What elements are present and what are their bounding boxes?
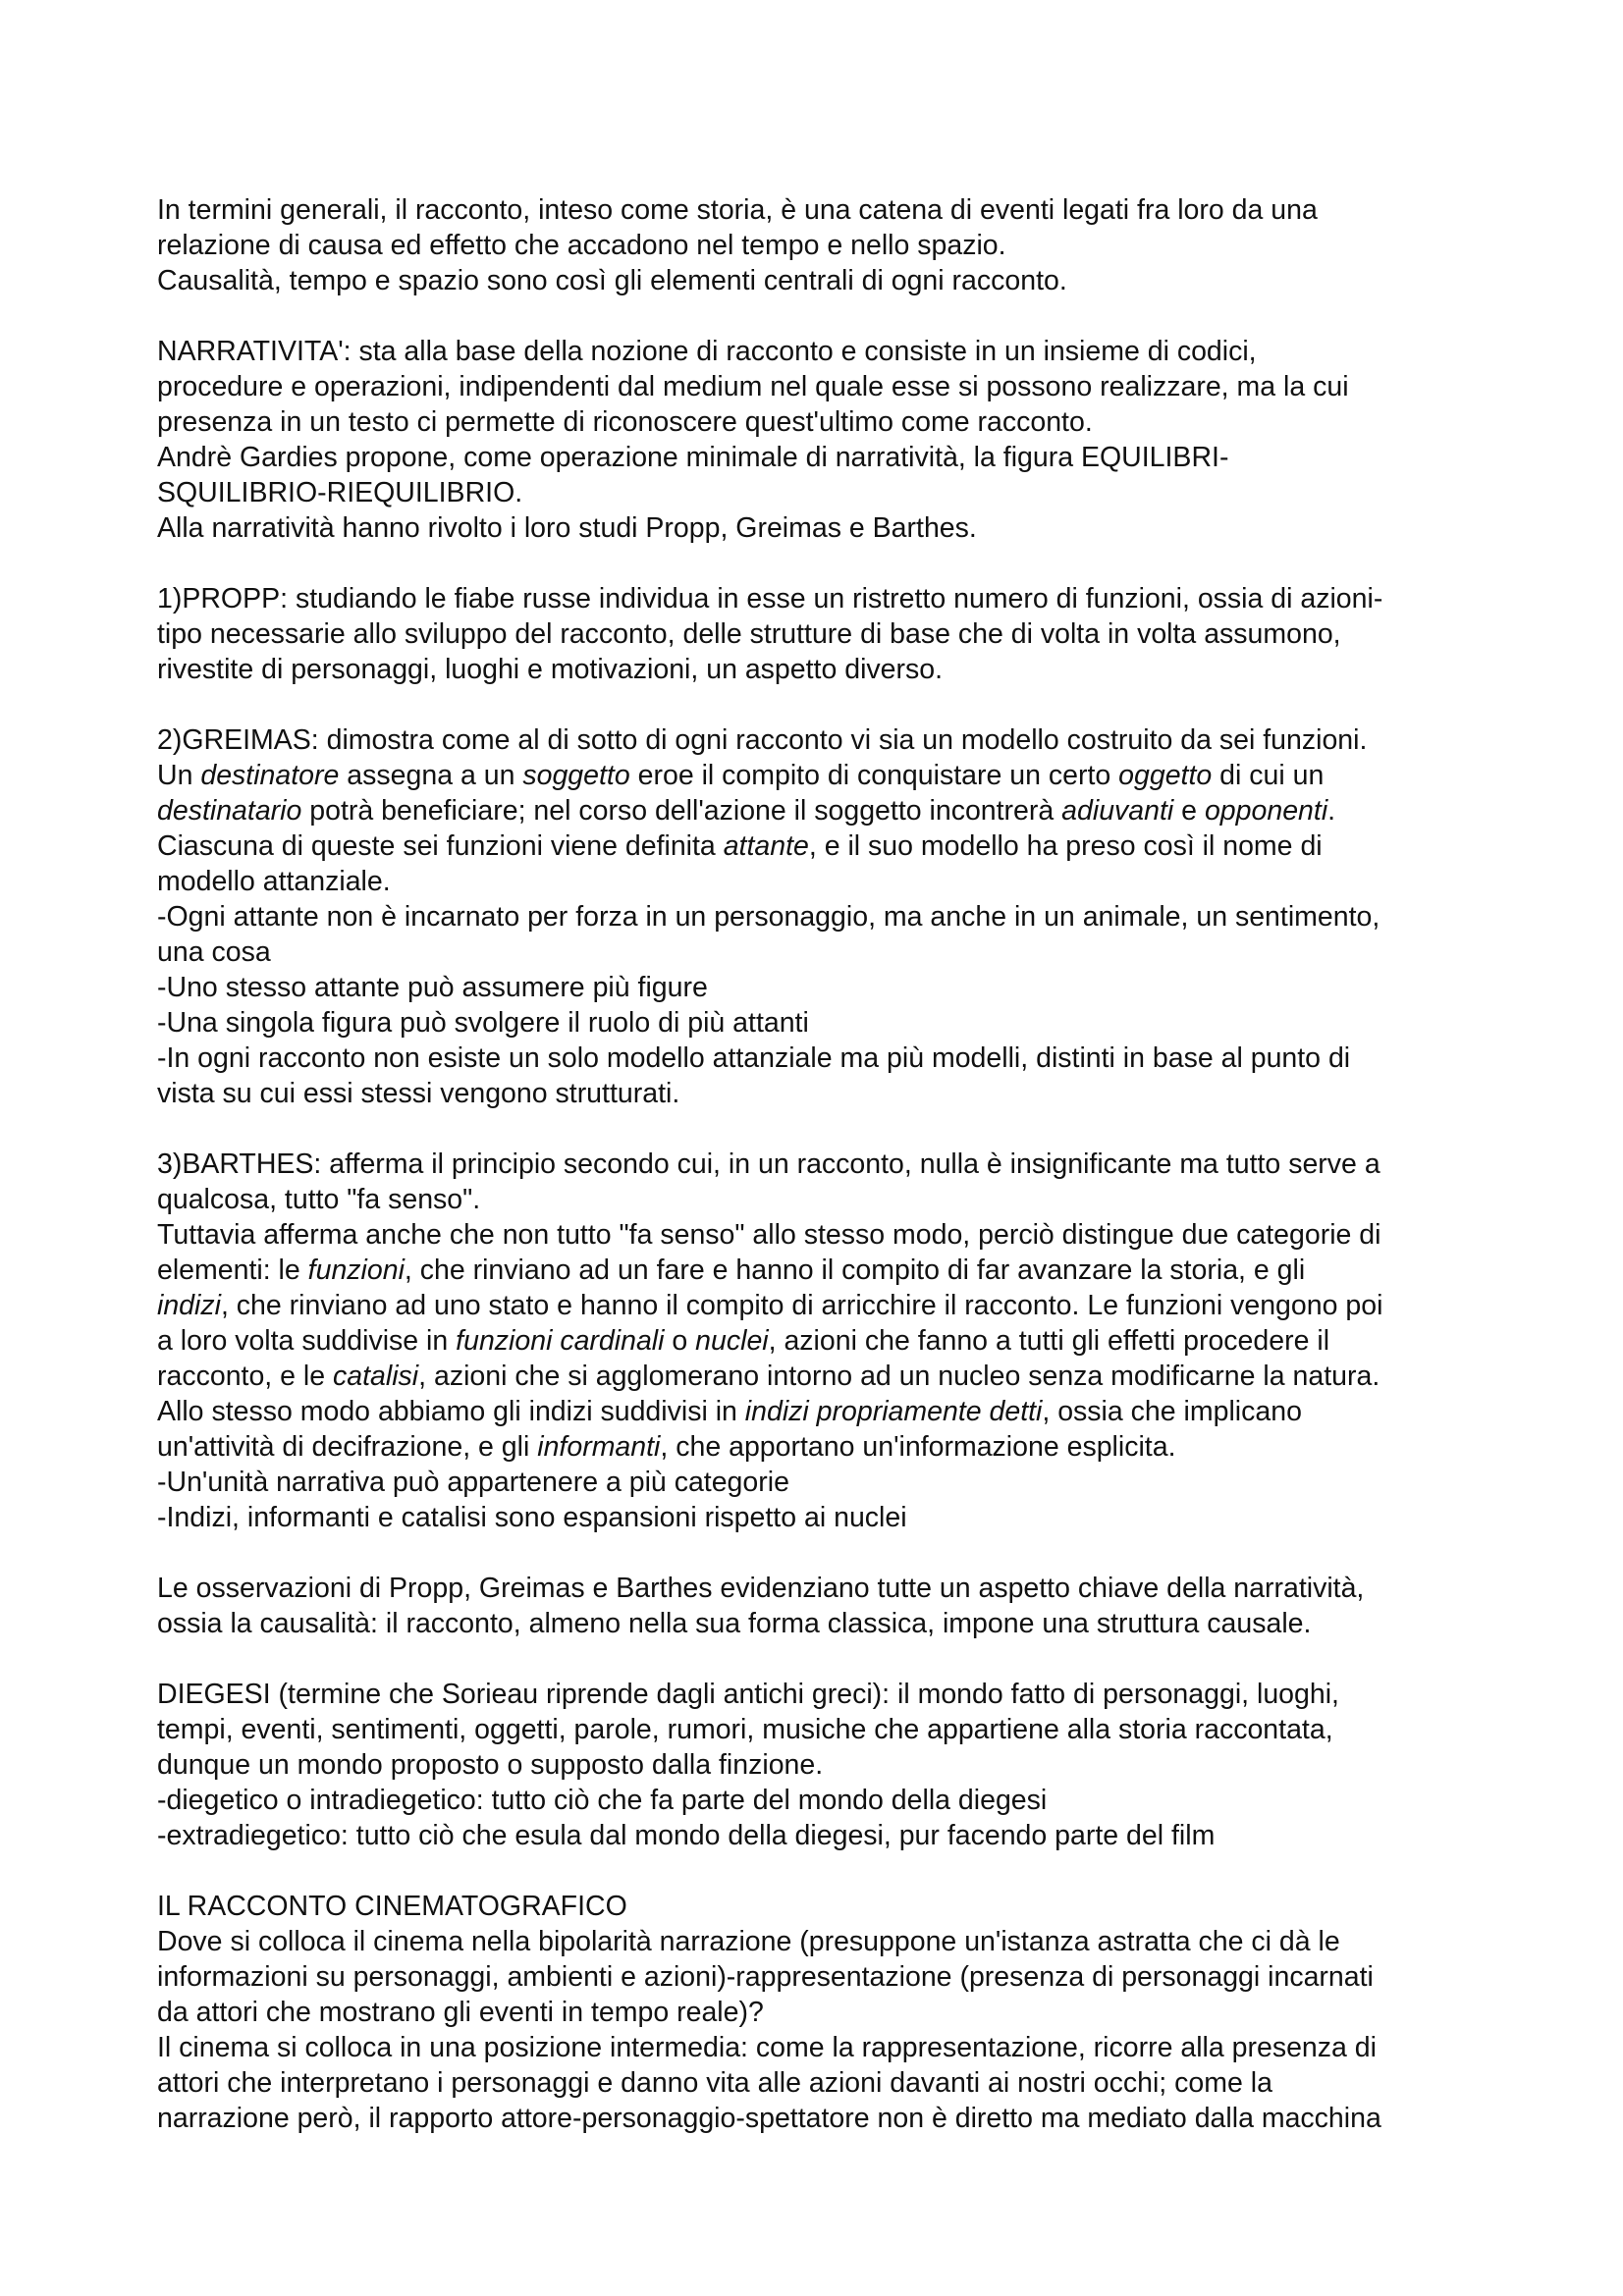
text-line (157, 1394, 1492, 1429)
text-run: informazioni su personaggi, ambienti e azioni)-rappresentazione (presenza di personaggi incarnati (157, 1961, 1374, 1993)
paragraph (157, 1889, 1492, 2136)
text-run: Dove si colloca il cinema nella bipolarità narrazione (presuppone un'istanza astratta che ci dà le (157, 1926, 1340, 1957)
text-run: , azioni che si agglomerano intorno ad un nucleo senza modificarne la natura. (418, 1361, 1380, 1392)
text-line (157, 192, 1492, 228)
paragraph (157, 581, 1492, 687)
paragraph (157, 1147, 1492, 1535)
text-line (157, 1995, 1492, 2030)
text-line (157, 1747, 1492, 1783)
text-line (157, 1889, 1492, 1924)
text-run: tempi, eventi, sentimenti, oggetti, parole, rumori, musiche che appartiene alla storia raccontata, (157, 1714, 1333, 1745)
text-line (157, 1712, 1492, 1747)
text-run: -In ogni racconto non esiste un solo modello attanziale ma più modelli, distinti in base al punto di (157, 1042, 1351, 1074)
text-run: tipo necessarie allo sviluppo del racconto, delle strutture di base che di volta in volta assumono, (157, 618, 1341, 650)
text-line (157, 828, 1492, 864)
text-line (157, 793, 1492, 828)
text-run: ossia la causalità: il racconto, almeno nella sua forma classica, impone una struttura causale. (157, 1608, 1312, 1639)
text-run: modello attanziale. (157, 866, 391, 897)
italic-term: opponenti (1204, 795, 1328, 827)
text-line (157, 1429, 1492, 1465)
paragraph (157, 1677, 1492, 1853)
text-line (157, 1323, 1492, 1359)
text-line (157, 758, 1492, 793)
text-run: -diegetico o intradiegetico: tutto ciò che fa parte del mondo della diegesi (157, 1785, 1048, 1816)
text-run: Il cinema si colloca in una posizione intermedia: come la rappresentazione, ricorre alla presenza di (157, 2032, 1377, 2063)
text-line (157, 652, 1492, 687)
text-line (157, 440, 1492, 475)
text-line (157, 510, 1492, 546)
text-run: , che rinviano ad un fare e hanno il compito di far avanzare la storia, e gli (404, 1255, 1306, 1286)
text-run: rivestite di personaggi, luoghi e motivazioni, un aspetto diverso. (157, 654, 944, 685)
text-run: procedure e operazioni, indipendenti dal medium nel quale esse si possono realizzare, ma la cui (157, 371, 1349, 402)
text-run: relazione di causa ed effetto che accadono nel tempo e nello spazio. (157, 230, 1006, 261)
text-run: potrà beneficiare; nel corso dell'azione il soggetto incontrerà (301, 795, 1062, 827)
text-run: presenza in un testo ci permette di riconoscere quest'ultimo come racconto. (157, 406, 1093, 438)
paragraph (157, 1571, 1492, 1641)
text-line (157, 616, 1492, 652)
text-line (157, 1041, 1492, 1076)
text-run: SQUILIBRIO-RIEQUILIBRIO. (157, 477, 523, 508)
text-run: Un (157, 760, 201, 791)
text-run: Alla narratività hanno rivolto i loro studi Propp, Greimas e Barthes. (157, 512, 977, 544)
text-line (157, 2030, 1492, 2065)
italic-term: adiuvanti (1061, 795, 1174, 827)
text-line (157, 1783, 1492, 1818)
text-line (157, 1182, 1492, 1217)
italic-term: funzioni cardinali (456, 1325, 665, 1357)
text-run: vista su cui essi stessi vengono strutturati. (157, 1078, 680, 1109)
text-run: . (1327, 795, 1336, 827)
paragraph (157, 722, 1492, 1111)
text-run: 1)PROPP: studiando le fiabe russe individua in esse un ristretto numero di funzioni, ossia di azioni- (157, 583, 1383, 614)
text-run: , azioni che fanno a tutti gli effetti procedere il (768, 1325, 1330, 1357)
text-run: dunque un mondo proposto o supposto dalla finzione. (157, 1749, 824, 1781)
text-run: narrazione però, il rapporto attore-personaggio-spettatore non è diretto ma mediato dalla macchina (157, 2103, 1381, 2134)
text-run: -Indizi, informanti e catalisi sono espansioni rispetto ai nuclei (157, 1502, 907, 1533)
italic-term: catalisi (333, 1361, 419, 1392)
text-line (157, 1253, 1492, 1288)
text-line (157, 899, 1492, 934)
text-line (157, 1959, 1492, 1995)
text-run: Causalità, tempo e spazio sono così gli elementi centrali di ogni racconto. (157, 265, 1067, 296)
text-line (157, 2065, 1492, 2101)
text-run: Andrè Gardies propone, come operazione minimale di narratività, la figura EQUILIBRI- (157, 442, 1229, 473)
text-line (157, 1500, 1492, 1535)
document-page (157, 192, 1492, 2136)
italic-term: attante (723, 830, 809, 862)
italic-term: destinatario (157, 795, 302, 827)
text-line (157, 1288, 1492, 1323)
text-run: -Una singola figura può svolgere il ruolo di più attanti (157, 1007, 809, 1039)
text-run: Le osservazioni di Propp, Greimas e Barthes evidenziano tutte un aspetto chiave della narratività, (157, 1573, 1365, 1604)
text-line (157, 369, 1492, 404)
text-run: un'attività di decifrazione, e gli (157, 1431, 538, 1463)
text-line (157, 1076, 1492, 1111)
italic-term: funzioni (307, 1255, 405, 1286)
text-run: , e il suo modello ha preso così il nome di (808, 830, 1323, 862)
italic-term: oggetto (1118, 760, 1213, 791)
text-run: attori che interpretano i personaggi e danno vita alle azioni davanti ai nostri occhi; come la (157, 2067, 1272, 2099)
text-line (157, 1359, 1492, 1394)
text-line (157, 263, 1492, 298)
paragraph (157, 192, 1492, 298)
text-run: -Uno stesso attante può assumere più figure (157, 972, 708, 1003)
text-run: -Un'unità narrativa può appartenere a più categorie (157, 1467, 789, 1498)
text-line (157, 1818, 1492, 1853)
text-run: o (664, 1325, 696, 1357)
text-line (157, 2101, 1492, 2136)
text-run: NARRATIVITA': sta alla base della nozione di racconto e consiste in un insieme di codici, (157, 336, 1257, 367)
text-line (157, 722, 1492, 758)
text-run: 2)GREIMAS: dimostra come al di sotto di ogni racconto vi sia un modello costruito da sei funzioni. (157, 724, 1368, 756)
text-run: eroe il compito di conquistare un certo (629, 760, 1119, 791)
text-run: Ciascuna di queste sei funzioni viene definita (157, 830, 724, 862)
text-run: , ossia che implicano (1042, 1396, 1302, 1427)
text-line (157, 1005, 1492, 1041)
text-line (157, 970, 1492, 1005)
text-line (157, 1924, 1492, 1959)
text-line (157, 1677, 1492, 1712)
text-run: assegna a un (339, 760, 523, 791)
text-line (157, 864, 1492, 899)
text-run: -extradiegetico: tutto ciò che esula dal mondo della diegesi, pur facendo parte del film (157, 1820, 1216, 1851)
italic-term: indizi (157, 1290, 221, 1321)
text-run: In termini generali, il racconto, inteso come storia, è una catena di eventi legati fra loro da una (157, 194, 1318, 226)
italic-term: informanti (537, 1431, 661, 1463)
text-run: da attori che mostrano gli eventi in tempo reale)? (157, 1997, 764, 2028)
text-run: a loro volta suddivise in (157, 1325, 457, 1357)
text-line (157, 404, 1492, 440)
text-line (157, 228, 1492, 263)
italic-term: indizi propriamente detti (744, 1396, 1043, 1427)
text-run: qualcosa, tutto "fa senso". (157, 1184, 481, 1215)
text-run: , che apportano un'informazione esplicita. (660, 1431, 1176, 1463)
text-run: di cui un (1212, 760, 1325, 791)
text-line (157, 934, 1492, 970)
text-run: IL RACCONTO CINEMATOGRAFICO (157, 1891, 627, 1922)
text-run: DIEGESI (termine che Sorieau riprende dagli antichi greci): il mondo fatto di personaggi, luoghi, (157, 1679, 1339, 1710)
text-run: e (1173, 795, 1205, 827)
text-line (157, 334, 1492, 369)
italic-term: destinatore (200, 760, 340, 791)
text-run: -Ogni attante non è incarnato per forza in un personaggio, ma anche in un animale, un sentimento, (157, 901, 1380, 933)
text-run: Tuttavia afferma anche che non tutto "fa senso" allo stesso modo, perciò distingue due categorie di (157, 1219, 1381, 1251)
text-run: una cosa (157, 936, 271, 968)
text-line (157, 1465, 1492, 1500)
text-run: , che rinviano ad uno stato e hanno il compito di arricchire il racconto. Le funzioni vengono poi (220, 1290, 1383, 1321)
text-run: elementi: le (157, 1255, 308, 1286)
italic-term: soggetto (522, 760, 630, 791)
text-line (157, 1571, 1492, 1606)
text-line (157, 1606, 1492, 1641)
text-line (157, 581, 1492, 616)
text-run: racconto, e le (157, 1361, 334, 1392)
paragraph (157, 334, 1492, 546)
text-line (157, 1147, 1492, 1182)
text-line (157, 1217, 1492, 1253)
italic-term: nuclei (695, 1325, 769, 1357)
text-line (157, 475, 1492, 510)
text-run: 3)BARTHES: afferma il principio secondo cui, in un racconto, nulla è insignificante ma tutto serve a (157, 1148, 1380, 1180)
text-run: Allo stesso modo abbiamo gli indizi suddivisi in (157, 1396, 745, 1427)
